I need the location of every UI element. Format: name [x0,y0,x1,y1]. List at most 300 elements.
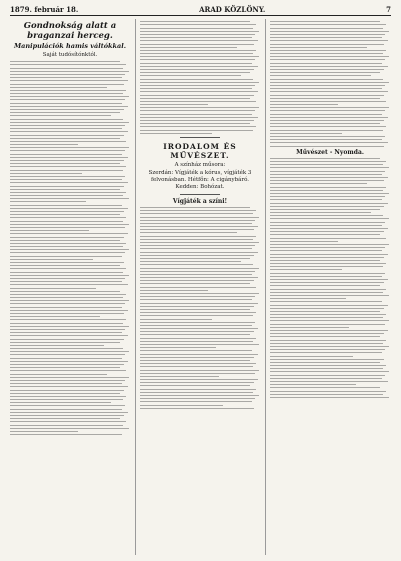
text-line [270,292,383,293]
text-line [140,376,219,377]
text-line [10,99,125,100]
text-line [140,63,252,64]
text-line [10,224,129,225]
article-title: Gondnokság alatt a braganzai herceg. [23,21,117,41]
text-line [270,359,384,360]
text-line [10,268,126,269]
text-line [270,69,384,70]
text-line [10,84,124,85]
text-line [270,375,385,376]
text-line [10,211,124,212]
text-line [270,123,380,124]
article-body-text [140,21,260,134]
text-line [10,96,129,97]
text-line [140,31,259,32]
text-line [270,75,371,76]
text-line [270,136,385,137]
text-line [270,139,382,140]
text-line [270,66,388,67]
text-line [10,386,128,387]
text-line [140,255,254,256]
text-line [10,265,120,266]
text-line [270,164,383,165]
text-line [270,196,385,197]
text-line [140,385,250,386]
text-line [140,117,258,118]
text-line [270,107,389,108]
text-line [140,277,258,278]
text-line [140,21,250,22]
text-line [140,296,255,297]
text-line [10,243,126,244]
text-line [10,249,129,250]
text-line [140,220,255,221]
text-line [140,85,255,86]
text-line [140,306,254,307]
text-line [10,115,111,116]
text-line [10,421,126,422]
text-line [10,294,126,295]
text-line [270,24,386,25]
text-line [270,254,388,255]
text-line [10,230,89,231]
text-line [10,345,104,346]
text-line [140,274,252,275]
text-line [10,182,128,183]
text-line [140,95,254,96]
section-title: IRODALOM ÉS MŰVÉSZET. [163,141,237,160]
text-line [140,75,241,76]
text-line [10,415,124,416]
newspaper-title: ARAD KÖZLÖNY. [199,4,266,14]
text-line [140,268,259,269]
text-line [270,387,380,388]
text-line [140,389,256,390]
text-line [270,234,380,235]
text-line [10,77,122,78]
text-line [140,66,258,67]
text-line [270,158,380,159]
text-line [10,186,124,187]
text-line [270,167,389,168]
text-line [270,50,386,51]
text-line [270,324,385,325]
text-line [270,279,388,280]
text-line [10,189,120,190]
text-line [10,335,128,336]
text-line [140,236,256,237]
text-line [270,104,338,105]
text-line [140,309,250,310]
page-header [10,3,391,15]
text-line [270,244,389,245]
text-line [140,373,255,374]
text-line [270,362,380,363]
text-line [10,402,111,403]
article-column-2 [140,19,260,555]
text-line [140,34,255,35]
text-line [10,68,123,69]
text-line [140,370,259,371]
text-line [270,225,382,226]
text-line [140,248,252,249]
text-line [10,307,122,308]
text-line [270,82,389,83]
text-line [270,260,380,261]
subsection-title: Vígjáték a színi! [172,197,228,205]
text-line [140,98,250,99]
text-line [10,64,126,65]
article-body-text [10,61,130,435]
text-line [10,348,123,349]
column-divider [265,19,266,555]
text-line [270,378,382,379]
text-line [10,313,124,314]
text-line [10,201,86,202]
text-line [270,110,385,111]
text-line [10,272,123,273]
text-line [10,310,128,311]
text-line [270,91,388,92]
theater-program: Szerdán: Vígjáték a kórus, vígjáték 3 felvonásban. Hétfőn: A cigánybáró. Kedden: Bohózat. [148,169,252,190]
text-line [140,293,259,294]
text-line [10,147,129,148]
text-line [140,261,241,262]
text-line [10,122,129,123]
text-line [10,358,122,359]
text-line [140,101,256,102]
text-line [10,163,120,164]
text-line [270,215,383,216]
text-line [140,120,254,121]
text-line [270,241,338,242]
text-line [10,173,82,174]
text-line [270,327,349,328]
text-line [270,85,385,86]
text-line [140,130,253,131]
text-line [10,428,129,429]
text-line [10,351,129,352]
text-line [10,112,120,113]
text-line [270,394,383,395]
text-line [140,347,216,348]
text-line [270,228,388,229]
text-line [140,82,259,83]
text-line [140,59,255,60]
text-line [10,179,122,180]
text-line [10,297,123,298]
text-line [10,227,125,228]
text-line [140,338,256,339]
text-line [140,24,256,25]
text-line [140,392,253,393]
text-line [140,213,253,214]
text-line [140,88,252,89]
text-line [270,37,382,38]
text-line [140,226,258,227]
text-line [270,88,382,89]
text-line [270,59,385,60]
text-line [270,308,384,309]
text-line [10,217,126,218]
text-line [140,325,252,326]
text-line [10,288,96,289]
text-line [10,275,129,276]
text-line [140,79,253,80]
text-line [270,34,385,35]
text-line [140,328,258,329]
text-line [140,283,250,284]
text-line [10,160,124,161]
text-line [270,285,380,286]
text-line [270,190,383,191]
text-line [140,53,253,54]
text-line [270,146,384,147]
text-line [140,114,252,115]
text-line [270,340,386,341]
text-line [140,331,254,332]
text-line [140,252,258,253]
text-line [10,205,122,206]
text-line [140,395,259,396]
text-line [270,330,388,331]
text-line [270,95,384,96]
text-line [270,269,342,270]
text-line [140,363,256,364]
text-line [270,40,388,41]
text-line [10,323,123,324]
text-line [270,199,382,200]
text-line [140,69,254,70]
issue-date: 1879. február 18. [10,4,79,14]
text-line [270,276,382,277]
text-line [270,397,389,398]
text-line [270,250,382,251]
text-line [10,233,128,234]
text-line [270,53,383,54]
text-line [10,399,123,400]
text-line [10,252,125,253]
text-line [270,114,382,115]
text-line [140,207,250,208]
text-line [270,56,389,57]
text-line [270,161,386,162]
text-line [270,130,383,131]
text-line [140,37,252,38]
text-line [270,180,384,181]
text-line [140,334,250,335]
text-line [10,71,129,72]
text-line [140,217,259,218]
text-line [10,354,125,355]
text-line [140,223,252,224]
text-line [10,119,123,120]
text-line [10,405,125,406]
text-line [270,187,386,188]
text-line [140,50,256,51]
text-line [10,259,93,260]
text-line [140,245,255,246]
text-line [10,364,124,365]
text-line [270,257,384,258]
text-line [10,246,123,247]
text-line [140,401,252,402]
text-line [10,332,122,333]
text-line [10,380,125,381]
text-line [140,44,254,45]
text-line [10,166,126,167]
text-line [140,126,256,127]
page-number: 7 [386,4,391,14]
text-line [10,208,128,209]
text-line [10,418,120,419]
text-line [10,141,126,142]
text-line [140,360,250,361]
text-line [140,242,259,243]
text-line [10,361,128,362]
text-line [10,214,120,215]
text-line [140,123,250,124]
text-line [10,131,128,132]
text-line [10,425,123,426]
text-line [140,290,208,291]
text-line [270,282,384,283]
text-line [270,117,388,118]
text-line [10,339,124,340]
text-line [10,281,122,282]
text-line [270,218,389,219]
text-line [140,405,223,406]
text-line [140,232,237,233]
text-line [140,239,253,240]
text-line [140,350,252,351]
text-line [140,264,253,265]
text-line [140,91,258,92]
article-body-text [270,21,390,146]
text-line [140,110,255,111]
text-line [270,381,388,382]
text-line [270,356,353,357]
text-line [10,221,123,222]
article-subtitle: Manipulációk hamis váltókkal. [13,42,127,50]
text-line [140,312,256,313]
text-line [270,142,388,143]
text-line [10,278,125,279]
text-line [270,203,388,204]
text-line [10,342,120,343]
text-line [140,344,259,345]
text-line [10,135,124,136]
text-line [10,150,125,151]
article-column-3 [270,19,390,555]
header-rule [10,15,391,16]
text-line [10,144,78,145]
text-line [140,258,250,259]
text-line [270,28,383,29]
text-line [10,109,124,110]
text-line [270,352,382,353]
text-line [270,63,382,64]
text-line [270,209,380,210]
text-line [10,291,120,292]
text-line [270,346,389,347]
text-line [10,237,124,238]
text-line [270,133,342,134]
column-divider [135,19,136,555]
text-line [270,343,383,344]
text-line [270,371,389,372]
text-line [270,317,383,318]
text-line [140,408,254,409]
text-line [10,412,128,413]
text-line [10,326,129,327]
text-line [270,79,383,80]
text-line [140,104,208,105]
text-line [270,44,384,45]
text-line [270,212,371,213]
text-line [140,354,258,355]
text-line [270,31,389,32]
text-line [10,319,126,320]
text-line [10,434,122,435]
text-line [270,320,389,321]
text-line [140,357,254,358]
text-line [270,177,388,178]
text-line [270,349,385,350]
text-line [270,47,367,48]
text-line [270,193,389,194]
text-line [10,198,129,199]
text-line [10,103,122,104]
text-line [10,409,122,410]
text-line [140,303,258,304]
text-line [10,393,120,394]
subsection-title: A színház műsora: [174,161,226,168]
text-line [140,280,254,281]
text-line [10,396,126,397]
text-line [10,90,126,91]
text-line [10,329,125,330]
text-line [140,28,253,29]
text-line [140,271,255,272]
text-line [270,384,356,385]
text-line [140,47,237,48]
text-line [270,273,385,274]
text-line [140,56,259,57]
text-line [270,263,386,264]
text-line [140,229,254,230]
text-line [270,21,380,22]
text-line [270,101,386,102]
article-body-text [140,207,260,409]
text-line [10,256,122,257]
text-line [270,238,386,239]
text-line [10,170,123,171]
text-line [140,398,255,399]
text-line [270,72,380,73]
text-line [140,315,253,316]
text-line [10,377,129,378]
text-line [10,240,120,241]
text-line [140,210,256,211]
text-line [270,333,384,334]
text-line [10,374,107,375]
text-line [140,287,256,288]
text-line [140,366,253,367]
text-line [140,133,212,134]
text-line [10,157,128,158]
text-line [270,301,382,302]
